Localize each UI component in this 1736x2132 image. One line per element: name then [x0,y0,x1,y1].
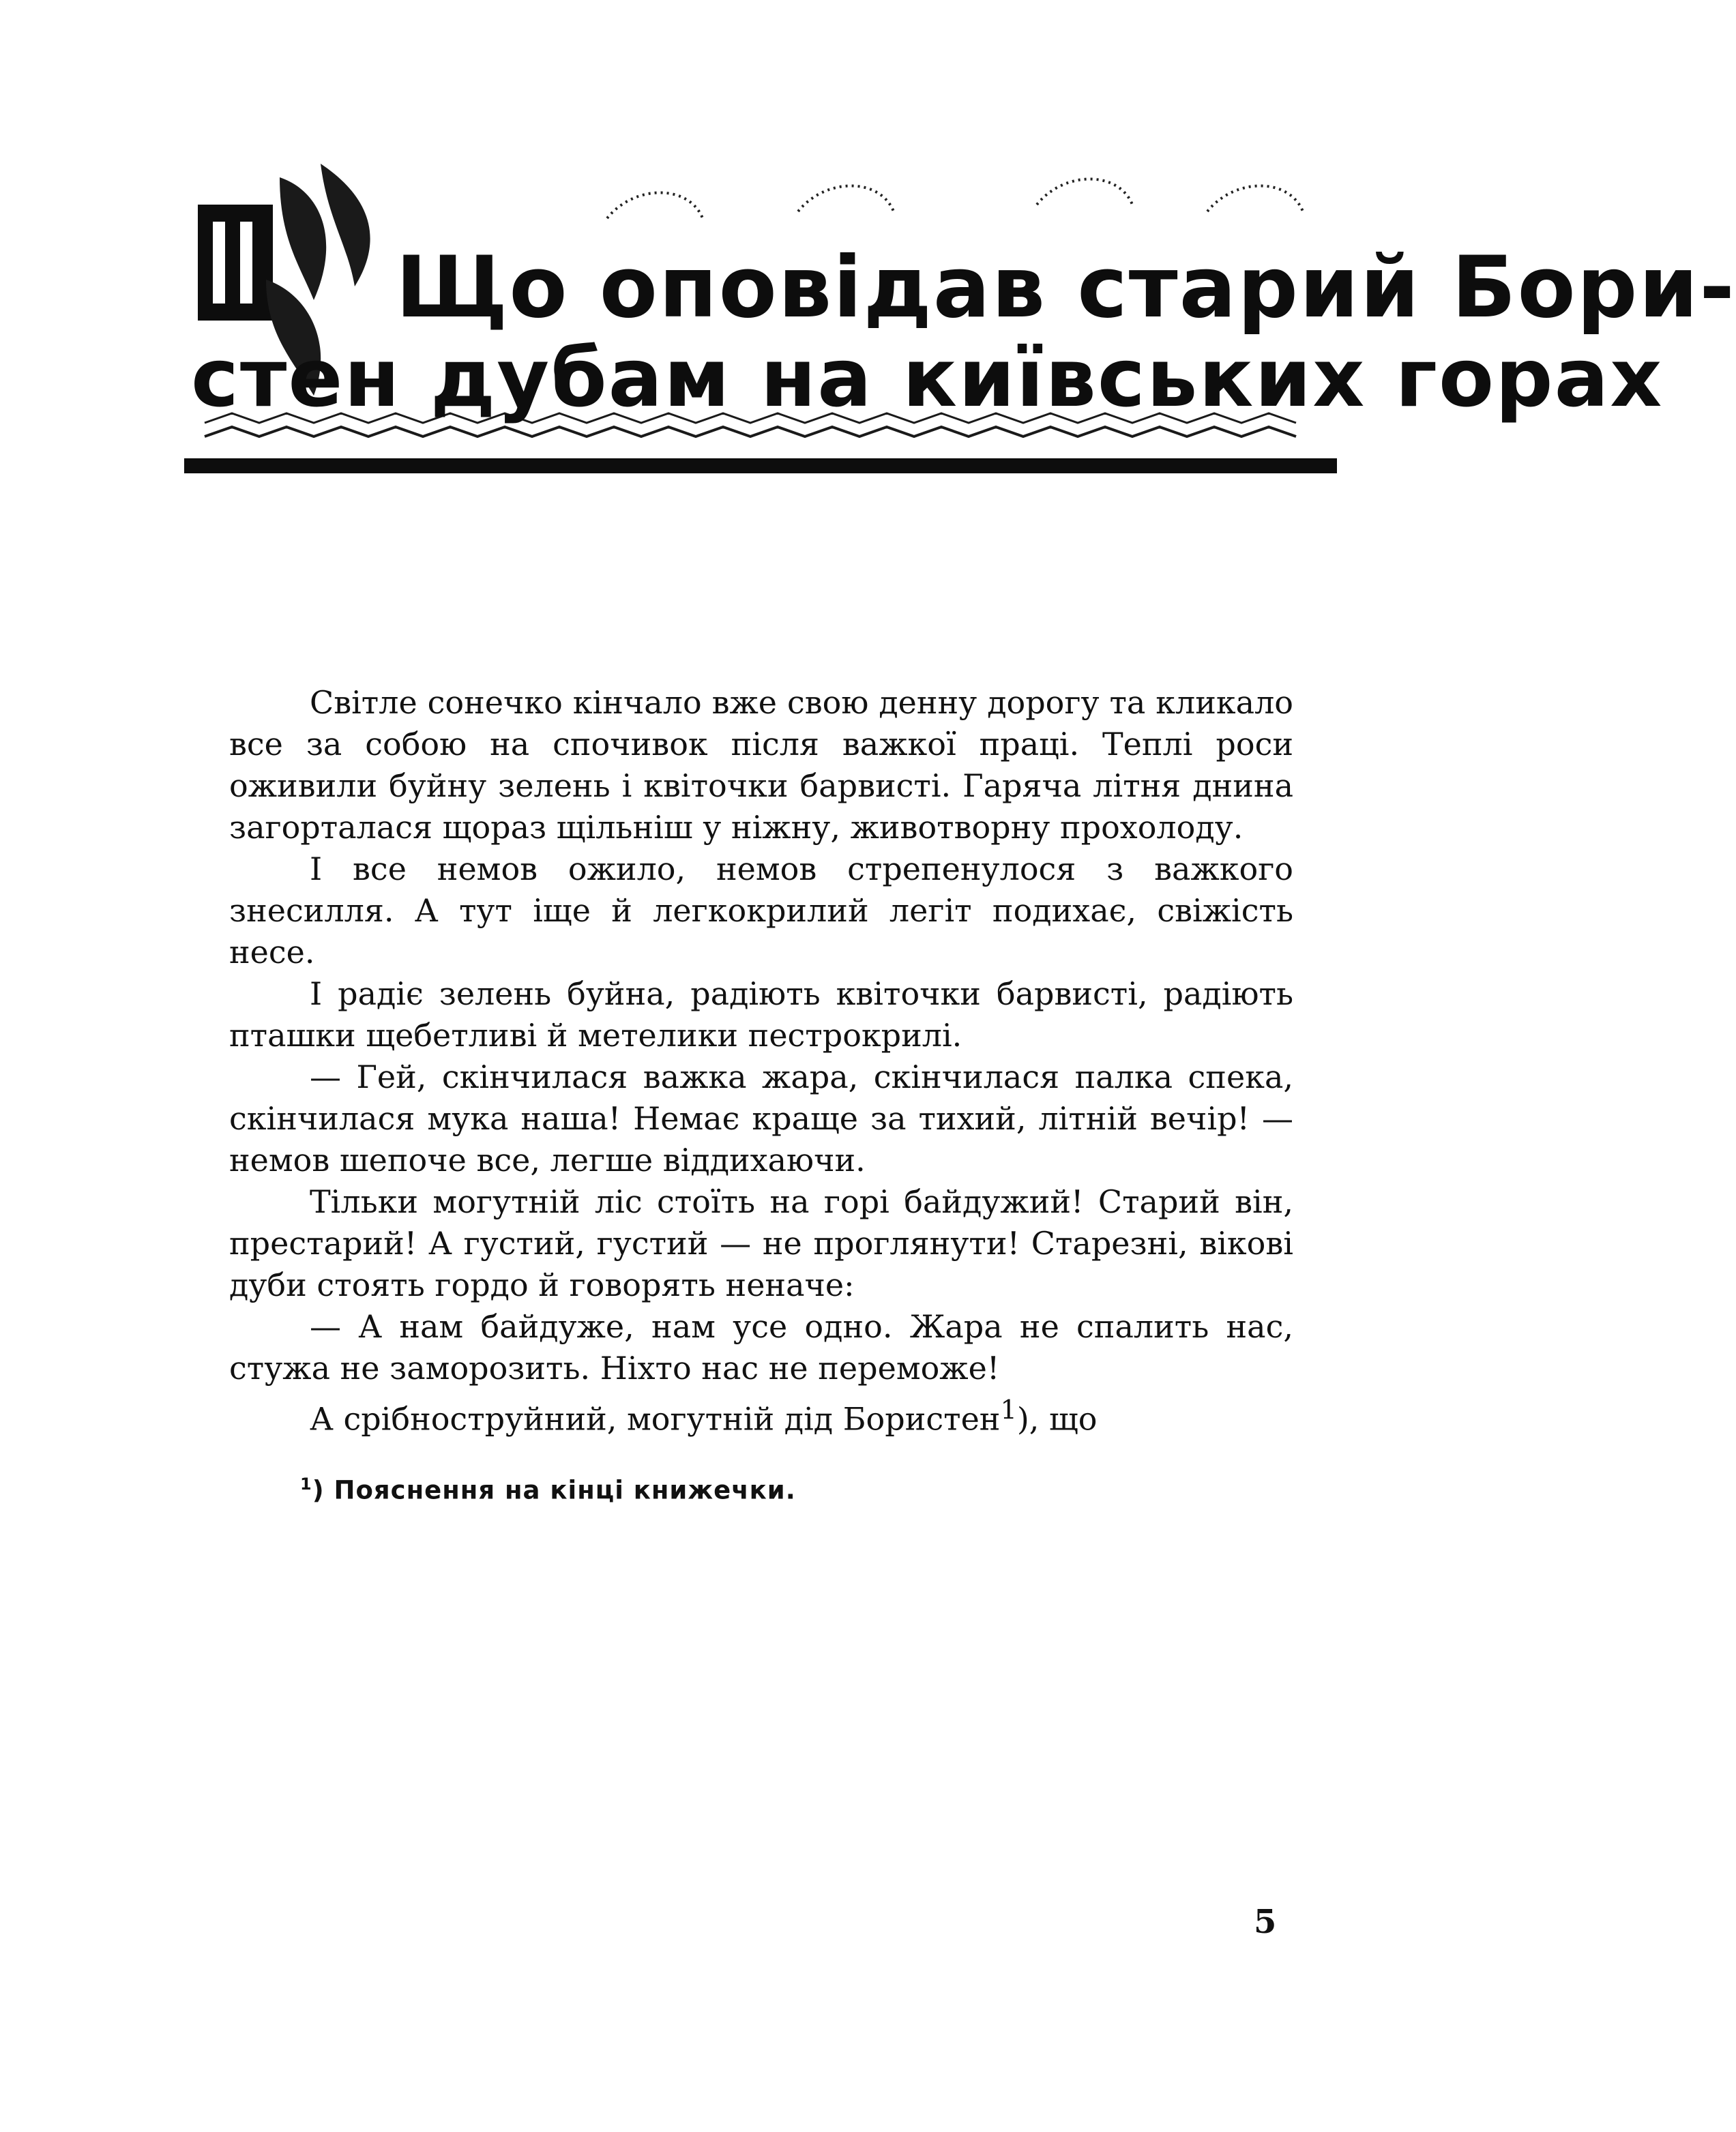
chapter-headline [184,164,1736,477]
paragraph: Світле сонечко кінчало вже свою денну дорогу та кликало все за собою на спочивок після важкої праці. Теплі роси оживили буйну зелень і квіточки барвисті. Гаряча літня днина загорталася щораз щільніш у ніжну, животворну прохолоду. [229,684,1293,846]
paragraph: Тільки могутній ліс стоїть на горі байдужий! Старий він, престарий! А густий, густий — не проглянути! Старезні, вікові дуби стоять гордо й говорять неначе: [229,1183,1293,1303]
footnote-text: ) Пояснення на кінці книжечки. [312,1475,796,1505]
paragraph-last-text: А срібноструйний, могутній дід Бористен [310,1400,1001,1438]
paragraph-last [229,1389,1293,1440]
paragraph: І радіє зелень буйна, радіють квіточки барвисті, радіють пташки щебетливі й метелики пестрокрилі. [229,975,1293,1054]
story-text [229,682,1293,1440]
headline-line-2: стен дубам на київських горах [191,331,1664,425]
paragraph: — Гей, скінчилася важка жара, скінчилася палка спека, скінчилася мука наша! Немає краще за тихий, літній вечір! — немов шепоче все, легше віддихаючи. [229,1058,1293,1179]
footnote [300,1475,1255,1505]
footnote-mark: 1 [300,1475,312,1494]
paragraph-last-tail: ), що [1016,1400,1098,1438]
paragraph: — А нам байдуже, нам усе одно. Жара не спалить нас, стужа не заморозить. Ніхто нас не переможе! [229,1308,1293,1387]
page-number: 5 [1254,1903,1277,1941]
paragraph: І все немов ожило, немов стрепенулося з важкого знесилля. А тут іще й легкокрилий легіт подихає, свіжість несе. [229,850,1293,971]
headline-rule [184,458,1337,473]
footnote-reference: 1 [1000,1395,1017,1425]
headline-line-1: Що оповідав старий Бори- [396,239,1736,337]
